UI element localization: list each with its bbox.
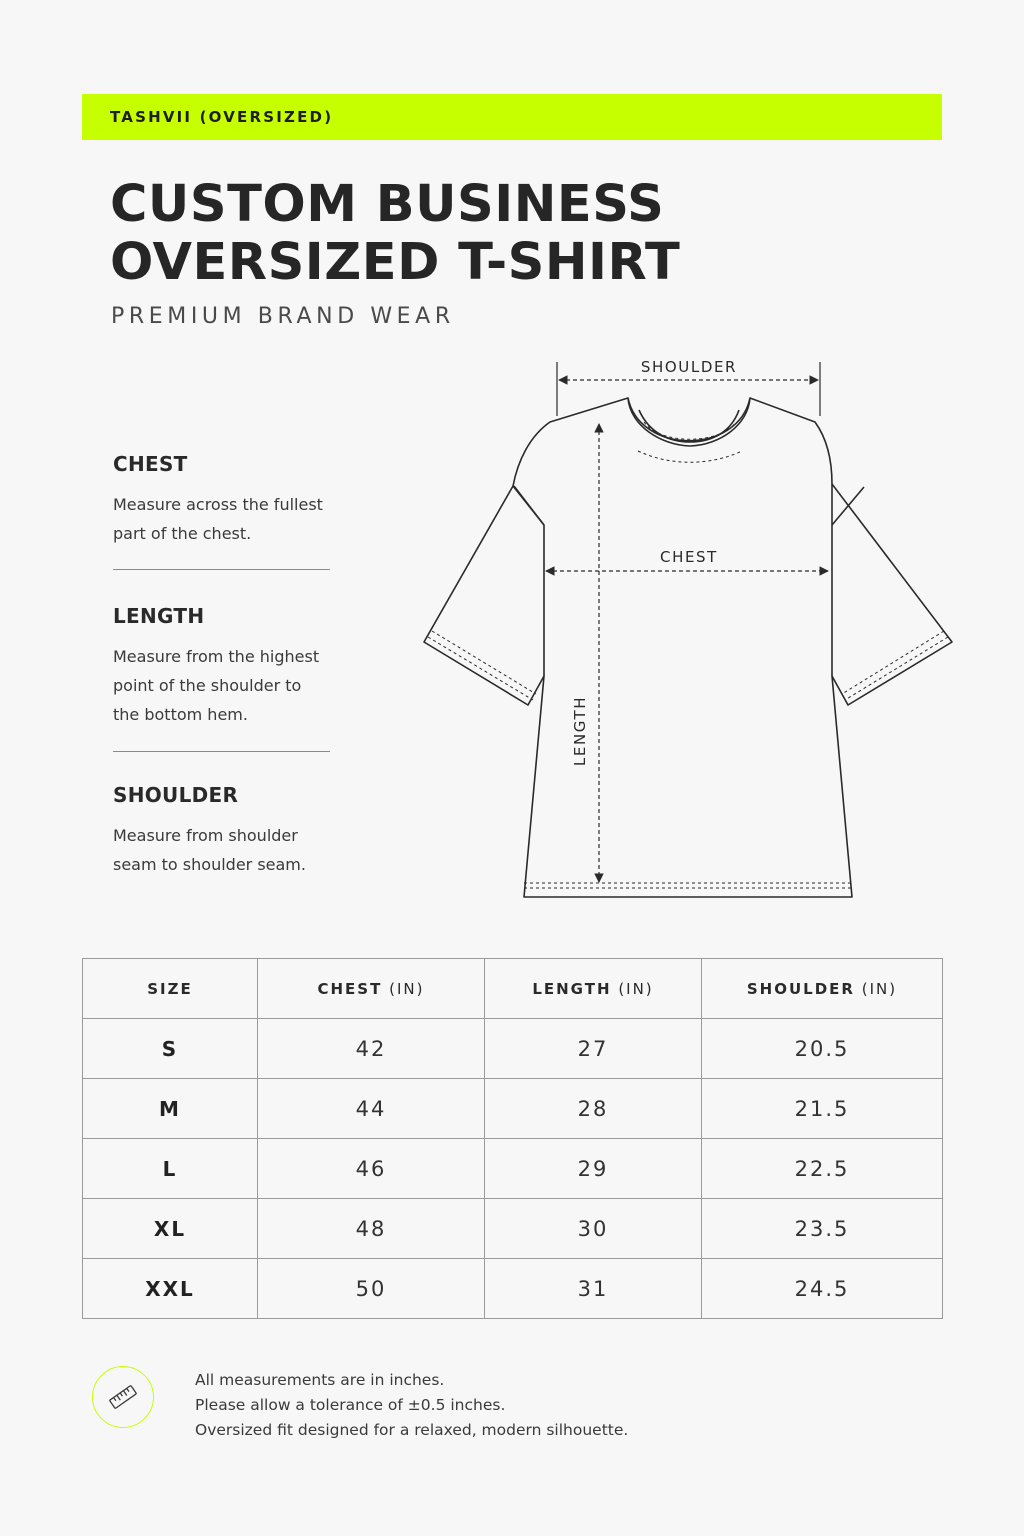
- length-label: LENGTH: [571, 695, 589, 767]
- brand-bar: [82, 94, 942, 140]
- guide-divider: [113, 569, 330, 570]
- chest-cell: 50: [258, 1259, 485, 1319]
- size-cell: M: [83, 1079, 258, 1139]
- length-cell: 31: [485, 1259, 702, 1319]
- guide-heading-chest: CHEST: [113, 452, 188, 476]
- tshirt-outline: [424, 398, 952, 897]
- length-cell: 27: [485, 1019, 702, 1079]
- page-title: [110, 175, 681, 292]
- ruler-icon: [92, 1366, 154, 1428]
- chest-cell: 48: [258, 1199, 485, 1259]
- tshirt-diagram: [410, 350, 970, 910]
- guide-text-chest: Measure across the fullest part of the chest.: [113, 495, 323, 543]
- table-header-row: [83, 959, 943, 1019]
- length-cell: 29: [485, 1139, 702, 1199]
- header-size: SIZE: [83, 959, 258, 1019]
- chest-cell: 46: [258, 1139, 485, 1199]
- guide-text-shoulder: Measure from shoulder seam to shoulder seam.: [113, 826, 306, 874]
- guide-text-length: Measure from the highest point of the shoulder to the bottom hem.: [113, 647, 320, 724]
- guide-shoulder: [113, 783, 330, 879]
- table-row: [83, 1019, 943, 1079]
- size-cell: XXL: [83, 1259, 258, 1319]
- shoulder-cell: 22.5: [702, 1139, 943, 1199]
- measurement-notes: [195, 1368, 628, 1443]
- title-line-2: OVERSIZED T-SHIRT: [110, 233, 681, 292]
- size-cell: S: [83, 1019, 258, 1079]
- size-table: [82, 958, 943, 1319]
- chest-cell: 44: [258, 1079, 485, 1139]
- shoulder-cell: 23.5: [702, 1199, 943, 1259]
- header-length: LENGTH (IN): [485, 959, 702, 1019]
- table-row: [83, 1259, 943, 1319]
- header-chest: CHEST (IN): [258, 959, 485, 1019]
- chest-cell: 42: [258, 1019, 485, 1079]
- guide-chest: [113, 452, 330, 548]
- size-cell: XL: [83, 1199, 258, 1259]
- table-row: [83, 1139, 943, 1199]
- chest-label: CHEST: [660, 548, 718, 566]
- guide-heading-length: LENGTH: [113, 604, 205, 628]
- note-line: Please allow a tolerance of ±0.5 inches.: [195, 1396, 506, 1414]
- brand-label: TASHVII (OVERSIZED): [110, 108, 334, 126]
- note-line: Oversized fit designed for a relaxed, modern silhouette.: [195, 1421, 629, 1439]
- header-shoulder: SHOULDER (IN): [702, 959, 943, 1019]
- page-subtitle: PREMIUM BRAND WEAR: [111, 304, 455, 329]
- shoulder-cell: 21.5: [702, 1079, 943, 1139]
- guide-length: [113, 604, 330, 729]
- note-line: All measurements are in inches.: [195, 1371, 445, 1389]
- table-row: [83, 1199, 943, 1259]
- guide-divider: [113, 751, 330, 752]
- shoulder-label: SHOULDER: [640, 358, 738, 376]
- title-line-1: CUSTOM BUSINESS: [110, 175, 665, 234]
- shoulder-cell: 24.5: [702, 1259, 943, 1319]
- size-cell: L: [83, 1139, 258, 1199]
- shoulder-cell: 20.5: [702, 1019, 943, 1079]
- length-cell: 30: [485, 1199, 702, 1259]
- guide-heading-shoulder: SHOULDER: [113, 783, 239, 807]
- table-row: [83, 1079, 943, 1139]
- length-cell: 28: [485, 1079, 702, 1139]
